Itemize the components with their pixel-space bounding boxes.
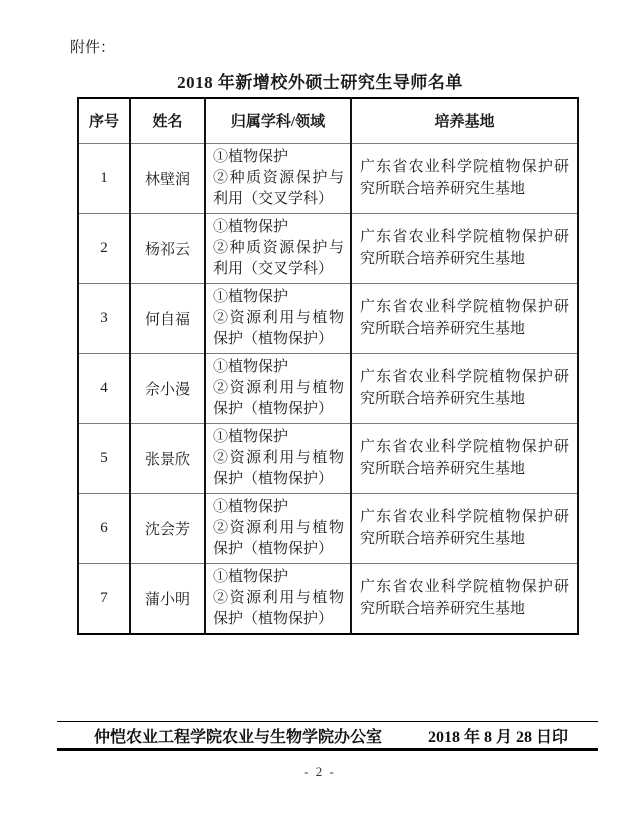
cell-base: 广东省农业科学院植物保护研究所联合培养研究生基地 (351, 563, 578, 634)
table-row (78, 563, 578, 634)
field-line-2: ②资源利用与植物保护（植物保护） (213, 449, 344, 487)
footer-office: 仲恺农业工程学院农业与生物学院办公室 (94, 729, 383, 746)
field-line-1: ①植物保护 (213, 148, 289, 165)
footer-rule-thin (57, 721, 598, 722)
cell-field (205, 213, 351, 283)
table-row (78, 493, 578, 563)
field-line-2: ②资源利用与植物保护（植物保护） (213, 519, 344, 557)
field-line-2: ②种质资源保护与利用（交叉学科） (213, 239, 344, 277)
col-header-name: 姓名 (130, 98, 205, 143)
footer (57, 723, 598, 748)
table-row (78, 353, 578, 423)
cell-field (205, 283, 351, 353)
cell-no: 4 (78, 353, 130, 423)
col-header-no: 序号 (78, 98, 130, 143)
cell-no: 1 (78, 143, 130, 213)
page-number: - 2 - (304, 764, 336, 779)
cell-name: 佘小漫 (130, 353, 205, 423)
cell-name: 杨祁云 (130, 213, 205, 283)
cell-name: 林壁润 (130, 143, 205, 213)
col-header-field: 归属学科/领域 (205, 98, 351, 143)
field-line-2: ②种质资源保护与利用（交叉学科） (213, 169, 344, 207)
field-line-1: ①植物保护 (213, 498, 289, 515)
field-line-1: ①植物保护 (213, 218, 289, 235)
cell-field (205, 143, 351, 213)
supervisors-table (77, 97, 579, 635)
table-row (78, 423, 578, 493)
field-line-1: ①植物保护 (213, 288, 289, 305)
cell-field (205, 563, 351, 634)
table-body (78, 143, 578, 634)
cell-base: 广东省农业科学院植物保护研究所联合培养研究生基地 (351, 213, 578, 283)
cell-no: 7 (78, 563, 130, 634)
page-title: 2018 年新增校外硕士研究生导师名单 (177, 73, 463, 92)
table-row (78, 143, 578, 213)
cell-base: 广东省农业科学院植物保护研究所联合培养研究生基地 (351, 353, 578, 423)
cell-name: 何自福 (130, 283, 205, 353)
cell-no: 5 (78, 423, 130, 493)
cell-base: 广东省农业科学院植物保护研究所联合培养研究生基地 (351, 143, 578, 213)
cell-name: 沈会芳 (130, 493, 205, 563)
field-line-1: ①植物保护 (213, 358, 289, 375)
footer-rule-thick (57, 748, 598, 751)
cell-no: 2 (78, 213, 130, 283)
attachment-label: 附件： (70, 40, 116, 56)
cell-base: 广东省农业科学院植物保护研究所联合培养研究生基地 (351, 283, 578, 353)
table-row (78, 213, 578, 283)
field-line-2: ②资源利用与植物保护（植物保护） (213, 589, 344, 627)
table-header-row (78, 98, 578, 143)
cell-base: 广东省农业科学院植物保护研究所联合培养研究生基地 (351, 493, 578, 563)
table-row (78, 283, 578, 353)
cell-base: 广东省农业科学院植物保护研究所联合培养研究生基地 (351, 423, 578, 493)
cell-field (205, 423, 351, 493)
cell-field (205, 353, 351, 423)
field-line-2: ②资源利用与植物保护（植物保护） (213, 309, 344, 347)
cell-name: 蒲小明 (130, 563, 205, 634)
cell-no: 3 (78, 283, 130, 353)
field-line-1: ①植物保护 (213, 568, 289, 585)
col-header-base: 培养基地 (351, 98, 578, 143)
cell-name: 张景欣 (130, 423, 205, 493)
cell-field (205, 493, 351, 563)
field-line-2: ②资源利用与植物保护（植物保护） (213, 379, 344, 417)
field-line-1: ①植物保护 (213, 428, 289, 445)
footer-printed-date: 2018 年 8 月 28 日印 (427, 729, 568, 746)
cell-no: 6 (78, 493, 130, 563)
